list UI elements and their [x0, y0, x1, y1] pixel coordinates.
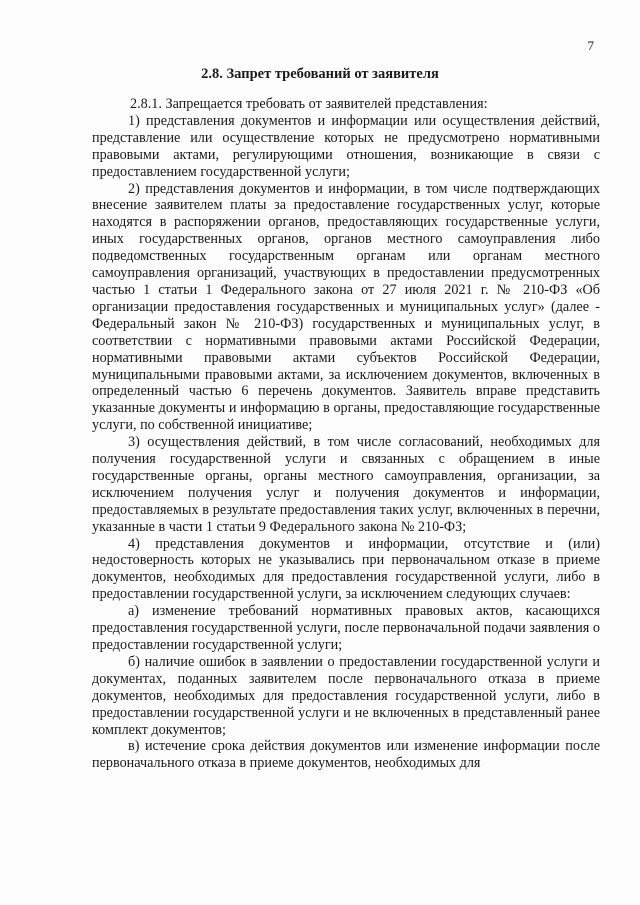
paragraph: 3) осуществления действий, в том числе согласований, необходимых для получения государственной услуги и связанных с обращением в иные государственные органы, органы местного самоуправления, организации, за исключением получения услуг и получения документов и информации, предоставляемых в результате предоставления таких услуг, включенных в перечни, указанные в части 1 статьи 9 Федерального закона № 210-ФЗ;: [92, 434, 600, 535]
section-heading: 2.8. Запрет требований от заявителя: [201, 66, 439, 82]
paragraph: в) истечение срока действия документов или изменение информации после первоначального отказа в приеме документов, необходимых для: [92, 738, 600, 772]
paragraph: 2.8.1. Запрещается требовать от заявителей представления:: [130, 96, 488, 112]
document-body: [92, 96, 600, 772]
paragraph: 2) представления документов и информации, в том числе подтверждающих внесение заявителем платы за предоставление государственных услуг, которые находятся в распоряжении органов, предоставляющих государственные услуги, иных государственных органов, органов местного самоуправления либо подведомственных государственным органам или органам местного самоуправления организаций, участвующих в предоставлении предусмотренных частью 1 статьи 1 Федерального закона от 27 июля 2021 г. № 210-ФЗ «Об организации предоставления государственных и муниципальных услуг» (далее - Федеральный закон № 210-ФЗ) государственных и муниципальных услуг, в соответствии с нормативными правовыми актами Российской Федерации, нормативными правовыми актами субъектов Российской Федерации, муниципальными правовыми актами, за исключением документов, включенных в определенный частью 6 перечень документов. Заявитель вправе представить указанные документы и информацию в органы, предоставляющие государственные услуги, по собственной инициативе;: [92, 180, 600, 434]
paragraph: б) наличие ошибок в заявлении о предоставлении государственной услуги и документах, поданных заявителем после первоначального отказа в приеме документов, необходимых для предоставления государственной услуги, либо в предоставлении государственной услуги и не включенных в представленный ранее комплект документов;: [92, 653, 600, 738]
paragraph: 1) представления документов и информации или осуществления действий, представление или осуществление которых не предусмотрено нормативными правовыми актами, регулирующими отношения, возникающие в связи с предоставлением государственной услуги;: [92, 112, 600, 180]
paragraph: а) изменение требований нормативных правовых актов, касающихся предоставления государственной услуги, после первоначальной подачи заявления о предоставлении государственной услуги;: [92, 603, 600, 653]
page-number: 7: [587, 38, 594, 53]
paragraph: 4) представления документов и информации, отсутствие и (или) недостоверность которых не указывались при первоначальном отказе в приеме документов, необходимых для предоставления государственной услуги, либо в предоставлении государственной услуги, за исключением следующих случаев:: [92, 535, 600, 603]
